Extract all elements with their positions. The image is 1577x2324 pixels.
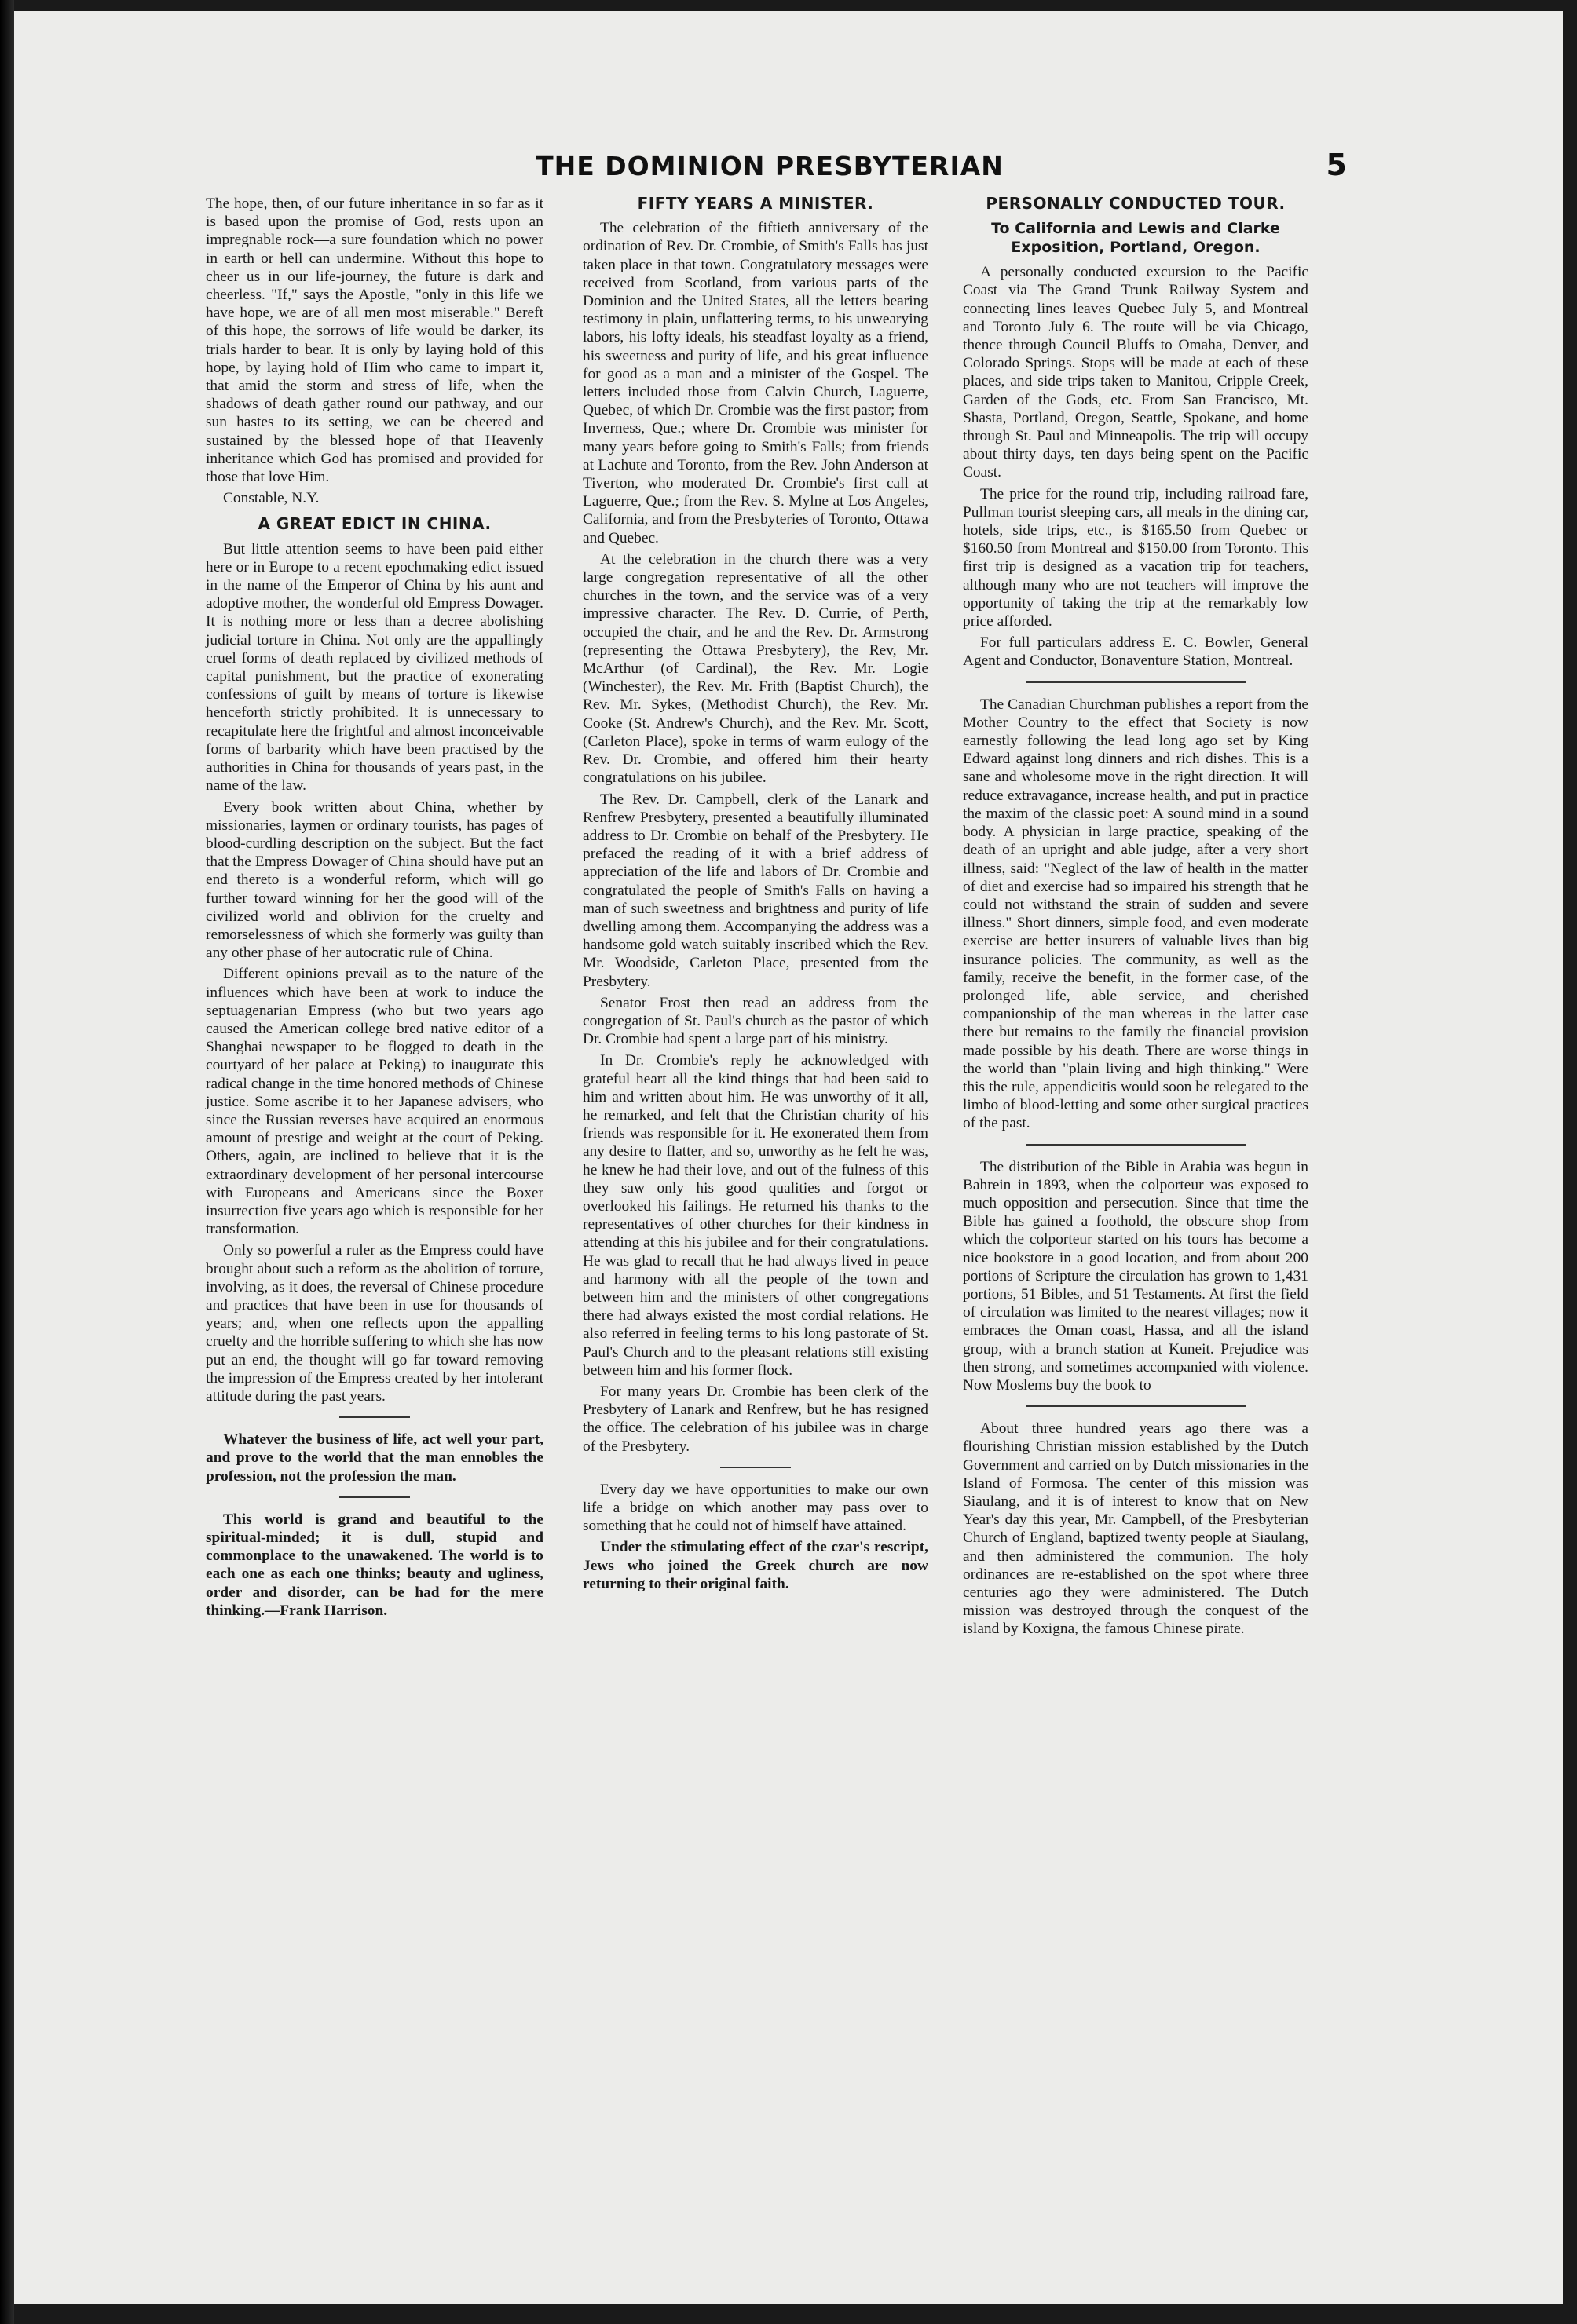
article-minister-paragraph: The celebration of the fiftieth anniversary of the ordination of Rev. Dr. Crombie, of Smith's Falls has just taken place in that town. Congratulatory messages were received from Scotland, from various parts of the Dominion and the United States, all the letters bearing testimony in plain, unflattering terms, to his unwearying labors, his lofty ideals, his steadfast loyalty as a friend, his sweetness and purity of life, and his great influence for good as a man and a minister of the Gospel. The letters included those from Calvin Church, Laguerre, Quebec, of which Dr. Crombie was the first pastor; from Inverness, Que.; where Dr. Crombie was minister for many years before going to Smith's Falls; from friends at Lachute and Toronto, from the Rev. John Anderson at Tiverton, who moderated Dr. Crombie's first call at Laguerre, Que.; from the Rev. S. Mylne at Los Angeles, California, and from the Presbyteries of Toronto, Ottawa and Quebec. [583,220,928,546]
article-formosa-paragraph: About three hundred years ago there was a flourishing Christian mission established by the Dutch Government and carried on by Dutch missionaries in the Island of Formosa. The center of this mission was Siaulang, and it is of interest to know that on New Year's day this year, Mr. Campbell, of the Presbyterian Church of England, baptized twenty people at Siaulang, and then administered the communion. The holy ordinances are re-established on the spot where three centuries ago they were administered. The Dutch mission was destroyed through the conquest of the island by Koxigna, the famous Chinese pirate. [963,1420,1308,1638]
article-minister-paragraph: The Rev. Dr. Campbell, clerk of the Lanark and Renfrew Presbytery, presented a beautifully illuminated address to Dr. Crombie on behalf of the Presbytery. He prefaced the reading of it with a brief address of appreciation of the life and labors of Dr. Crombie and congratulated the people of Smith's Falls on having a man of such sweetness and brightness and purity of life dwelling among them. Accompanying the address was a handsome gold watch suitably inscribed which the Rev. Mr. Woodside, Carleton Place, presented from the Presbytery. [583,791,928,990]
column-left [206,195,543,1623]
article-hope-signature: Constable, N.Y. [223,490,320,507]
article-edict-paragraph: Different opinions prevail as to the nature of the influences which have been at work to induce the septuagenarian Empress (who but two years ago caused the American college bred native editor of a Shanghai newspaper to be flogged to death in the courtyard of her palace at Peking) to inaugurate this radical change in the time honored methods of Chinese justice. Some ascribe it to her Japanese advisers, who since the Russian reverses have acquired an enormous amount of prestige and weight at the court of Peking. Others, again, are inclined to believe that it is the extraordinary development of her personal intercourse with Europeans and Americans since the Boxer insurrection five years ago which is responsible for her transformation. [206,966,543,1238]
article-tour-paragraph: A personally conducted excursion to the Pacific Coast via The Grand Trunk Railway System and connecting lines leaves Quebec July 5, and Montreal and Toronto July 6. The route will be via Chicago, thence through Council Bluffs to Omaha, Denver, and Colorado Springs. Stops will be made at each of these places, and side trips taken to Manitou, Cripple Creek, Garden of the Gods, etc. From San Francisco, Mt. Shasta, Portland, Oregon, Seattle, Spokane, and home through St. Paul and Minneapolis. The trip will occupy about thirty days, ten days being spent on the Pacific Coast. [963,264,1308,481]
column-right [963,195,1308,1642]
divider [1026,1144,1246,1146]
filler-world-quote: This world is grand and beautiful to the spiritual-minded; it is dull, stupid and commonplace to the unawakened. The world is to each one as each one thinks; beauty and ugliness, order and disorder, can be had for the mere thinking.—Frank Harrison. [206,1511,543,1619]
article-edict-paragraph: Only so powerful a ruler as the Empress could have brought about such a reform as the abolition of torture, involving, as it does, the reversal of Chinese procedure and practices that have been in use for thousands of years; and, when one reflects upon the appalling cruelty and the horrible suffering to which she has now put an end, the thought will go far toward removing the impression of the Empress created by her intolerant attitude during the past years. [206,1242,543,1405]
article-edict-paragraph: Every book written about China, whether by missionaries, laymen or ordinary tourists, has pages of blood-curdling description on the subject. But the fact that the Empress Dowager of China should have put an end thereto is a wonderful reform, which will go further toward winning for her the good will of the civilized world and oblivion for the cruelty and remorselessness of which she formerly was guilty than any other phase of her autocratic rule of China. [206,798,543,962]
article-minister-heading: FIFTY YEARS A MINISTER. [637,194,874,213]
filler-opportunities: Every day we have opportunities to make our own life a bridge on which another may pass over to something that he could not of himself have attained. [583,1481,928,1535]
article-tour-paragraph: For full particulars address E. C. Bowler, General Agent and Conductor, Bonaventure Station, Montreal. [963,634,1308,670]
article-hope-paragraph: The hope, then, of our future inheritance in so far as it is based upon the promise of God, rests upon an impregnable rock—a sure foundation which no power in earth or hell can undermine. Without this hope to cheer us in our life-journey, the future is dark and cheerless. "If," says the Apostle, "only in this life we have hope, we are of all men most miserable." Bereft of this hope, the sorrows of life would be darker, its trials harder to bear. It is only by laying hold of this hope, by laying hold of Him who came to impart it, that amid the storm and stress of life, when the shadows of death gather round our pathway, and our sun hastes to its setting, we can be cheered and sustained by the blessed hope of that Heavenly inheritance which God has promised and provided for those that love Him. [206,195,543,486]
article-tour-subheading: To California and Lewis and Clarke Exposition, Portland, Oregon. [991,220,1280,257]
article-churchman-paragraph: The Canadian Churchman publishes a report from the Mother Country to the effect that Society is now earnestly following the lead long ago set by King Edward against long dinners and rich dishes. This is a sane and wholesome move in the right direction. It will reduce extravagance, increase health, and put in practice the maxim of the classic poet: A sound mind in a sound body. A physician in large practice, speaking of the death of an upright and able judge, after a very short illness, said: "Neglect of the law of health in the matter of diet and exercise had so impaired his strength that he could not withstand the strain of sudden and severe illness." Short dinners, simple food, and even moderate exercise are better insurers of valuable lives than big insurance policies. The community, as well as the family, receive the benefit, in the former case, of the prolonged life, able service, and cherished companionship of the man whereas in the latter case there but remains to the family the financial provision made possible by his death. There are worse things in the world than "plain living and high thinking." Were this the rule, appendicitis would soon be relegated to the limbo of blood-letting and some other surgical practices of the past. [963,696,1308,1132]
article-minister-paragraph: For many years Dr. Crombie has been clerk of the Presbytery of Lanark and Renfrew, but he has resigned the office. The celebration of his jubilee was in charge of the Presbytery. [583,1383,928,1455]
column-middle [583,195,928,1596]
page-header [192,148,1347,188]
divider [339,1496,410,1498]
article-tour-heading: PERSONALLY CONDUCTED TOUR. [986,194,1286,213]
divider [1026,1405,1246,1407]
page-number: 5 [1326,148,1347,182]
article-tour-paragraph: The price for the round trip, including railroad fare, Pullman tourist sleeping cars, all meals in the dining car, hotels, side trips, etc., is $165.50 from Quebec or $160.50 from Montreal and $150.00 from Toronto. This first trip is designed as a vacation trip for teachers, although many who are not teachers will improve the opportunity of taking the trip at the remarkably low price afforded. [963,485,1308,630]
article-minister-paragraph: At the celebration in the church there was a very large congregation representative of all the other churches in the town, and the service was of a very impressive character. The Rev. D. Currie, of Perth, occupied the chair, and he and the Rev. Dr. Armstrong (representing the Ottawa Presbytery), the Rev, Mr. McArthur (of Cardinal), the Rev. Mr. Logie (Winchester), the Rev. Mr. Frith (Baptist Church), the Rev. Mr. Sykes, (Methodist Church), the Rev. Mr. Cooke (St. Andrew's Church), and the Rev. Mr. Scott, (Carleton Place), spoke in terms of warm eulogy of the Rev. Dr. Crombie, and offered him their hearty congratulations on his jubilee. [583,550,928,787]
article-bible-arabia-paragraph: The distribution of the Bible in Arabia was begun in Bahrein in 1893, when the colporteur was exposed to much opposition and persecution. Since that time the Bible has gained a foothold, the obscure shop from which the colporteur started on his tours has become a nice bookstore in a good location, and from about 200 portions of Scripture the circulation has grown to 1,431 portions, 51 Bibles, and 51 Testaments. At first the field of circulation was limited to the nearest villages; now it embraces the Oman coast, Hassa, and all the island group, with a branch station at Kuneit. Prejudice was then strong, and sometimes accompanied with violence. Now Moslems buy the book to [963,1158,1308,1394]
article-minister-paragraph: In Dr. Crombie's reply he acknowledged with grateful heart all the kind things that had been said to him and written about him. He was unworthy of it all, he remarked, and felt that the Christian charity of his friends was responsible for it. He exonerated them from any desire to flatter, and so, unworthy as he felt he was, he knew he had their love, and out of the fulness of this they saw only his good qualities and forgot or overlooked his failings. He returned his thanks to the representatives of other churches for their kindness in attending at this his jubilee and for their congratulations. He was glad to recall that he had always lived in peace and harmony with all the people of the town and between him and the ministers of other congregations there had always existed the most cordial relations. He also referred in feeling terms to his long pastorate of St. Paul's Church and to the pleasant relations still existing between him and his former flock. [583,1052,928,1379]
scan-edge [0,0,14,2324]
divider [1026,681,1246,683]
divider [720,1467,791,1468]
filler-business-of-life: Whatever the business of life, act well your part, and prove to the world that the man ennobles the profession, not the profession the man. [206,1431,543,1485]
filler-czar-rescript: Under the stimulating effect of the czar's rescript, Jews who joined the Greek church are now returning to their original faith. [583,1539,928,1592]
article-edict-heading: A GREAT EDICT IN CHINA. [258,514,492,534]
article-minister-paragraph: Senator Frost then read an address from the congregation of St. Paul's church as the pastor of which Dr. Crombie had spent a large part of his ministry. [583,994,928,1048]
article-edict-paragraph: But little attention seems to have been paid either here or in Europe to a recent epochmaking edict issued in the name of the Emperor of China by his aunt and adoptive mother, the wonderful old Empress Dowager. It is nothing more or less than a decree abolishing judicial torture in China. Not only are the appallingly cruel forms of death replaced by civilized methods of capital punishment, but the practice of exonerating confessions of guilt by means of torture is likewise henceforth strictly prohibited. It is unnecessary to recapitulate here the frightful and almost inconceivable forms of barbarity which have been practised by the authorities in China for thousands of years past, in the name of the law. [206,540,543,795]
journal-title: THE DOMINION PRESBYTERIAN [536,151,1004,181]
divider [339,1416,410,1418]
